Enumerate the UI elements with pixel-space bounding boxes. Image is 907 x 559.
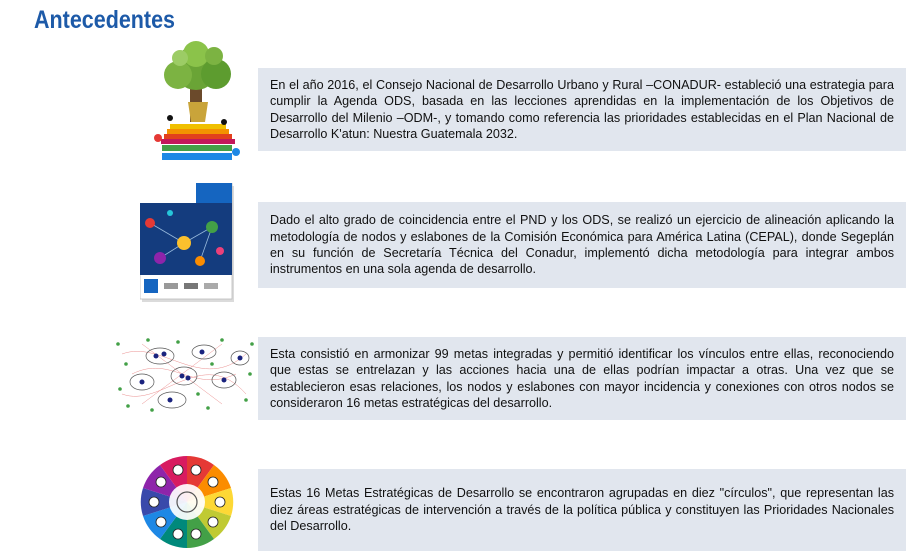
network-graph-icon: [112, 334, 256, 414]
text-block-3: [258, 337, 906, 420]
priorities-circle-icon: [139, 454, 235, 550]
paragraph-4: Estas 16 Metas Estratégicas de Desarrollo se encontraron agrupadas en diez "círculos", que representan las diez áreas estratégicas de intervención a través de la política pública y constituyen las Prioridades Nacionales del Desarrollo.: [270, 486, 894, 534]
page-title: Antecedentes: [34, 6, 175, 34]
paragraph-1: En el año 2016, el Consejo Nacional de Desarrollo Urbano y Rural –CONADUR- estableció una estrategia para cumplir la Agenda ODS, basada en las lecciones aprendidas en la implementación de los Objetivos de Desarrollo del Milenio –ODM-, y tomando como referencia las prioridades establecidas en el Plan Nacional de Desarrollo K'atun: Nuestra Guatemala 2032.: [270, 77, 894, 141]
document-cover-icon: [140, 183, 238, 303]
paragraph-2: Dado el alto grado de coincidencia entre el PND y los ODS, se realizó un ejercicio de alineación aplicando la metodología de nodos y eslabones de la Comisión Económica para América Latina (CEPAL), donde Segeplán en su función de Secretaría Técnica del Conadur, implementó dicha metodología para integrar ambos instrumentos en una sola agenda de desarrollo.: [270, 213, 894, 277]
paragraph-3: Esta consistió en armonizar 99 metas integradas y permitió identificar los vínculos entre ellas, reconociendo que estas se entrelazan y las acciones hacia una de ellas podrían impactar a otras. Una vez que se establecieron esas relaciones, los nodos y eslabones con mayor incidencia y conexiones con otros nodos se consideraron 16 metas estratégicas del desarrollo.: [270, 346, 894, 410]
tree-icon: [150, 40, 245, 162]
text-block-4: [258, 469, 906, 551]
text-block-1: [258, 68, 906, 151]
text-block-2: [258, 202, 906, 288]
